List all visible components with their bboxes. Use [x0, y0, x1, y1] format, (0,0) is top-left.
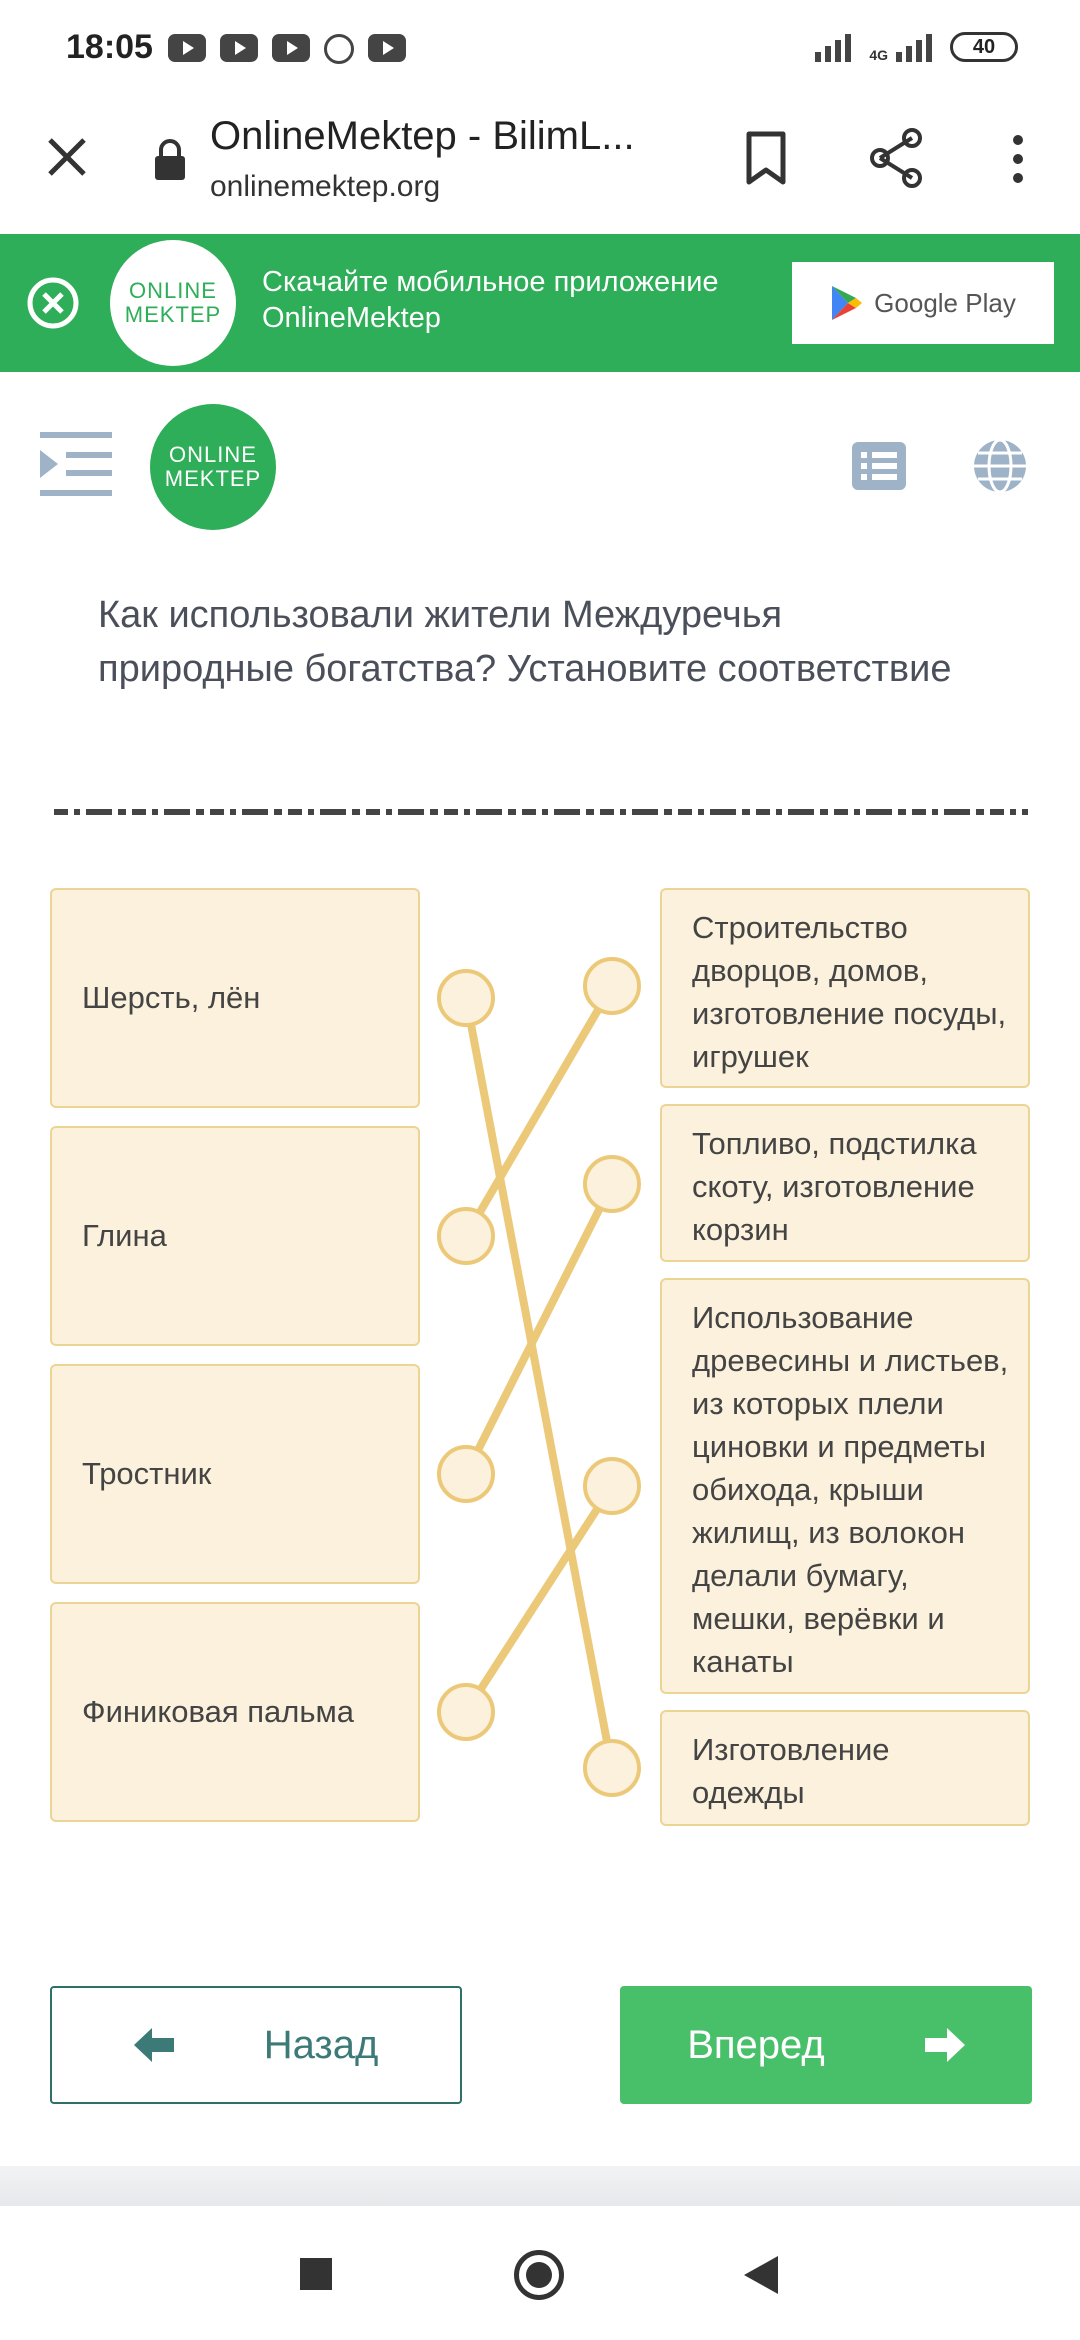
banner-text-line: OnlineMektep	[262, 302, 441, 334]
youtube-icon	[368, 34, 406, 62]
left-connector[interactable]	[437, 1683, 495, 1741]
globe-icon[interactable]	[972, 438, 1028, 494]
page-title[interactable]: OnlineMektep - BilimL...	[210, 114, 635, 158]
page-footer-divider	[0, 2166, 1080, 2206]
menu-toggle-icon[interactable]	[40, 430, 112, 498]
right-card[interactable]	[660, 888, 1030, 1088]
left-connector[interactable]	[437, 1445, 495, 1503]
question-text: Как использовали жители Междуречья природные богатства? Установите соответствие	[98, 594, 952, 690]
right-card[interactable]	[660, 1710, 1030, 1826]
logo-text: MEKTEP	[164, 466, 262, 491]
more-options-icon[interactable]	[1000, 132, 1036, 186]
arrow-left-icon	[134, 2028, 174, 2062]
left-card-label: Глина	[82, 1218, 167, 1253]
left-connector[interactable]	[437, 969, 495, 1027]
youtube-icon	[272, 34, 310, 62]
right-card-label: Изготовление одежды	[692, 1732, 890, 1810]
left-card[interactable]	[50, 1602, 420, 1822]
network-type: 4G	[869, 47, 888, 63]
section-divider	[54, 808, 1028, 816]
right-card-label: Использование древесины и листьев, из которых плели циновки и предметы обихода, крыши жилищ, из волокон делали бумагу, мешки, верёвки и канаты	[692, 1300, 1009, 1679]
browser-toolbar	[0, 92, 1080, 232]
google-play-button[interactable]	[792, 262, 1054, 344]
list-icon[interactable]	[852, 442, 906, 490]
lock-icon	[152, 138, 188, 182]
close-banner-icon[interactable]	[26, 276, 80, 330]
left-card-label: Тростник	[82, 1456, 212, 1491]
back-nav-icon[interactable]	[744, 2256, 778, 2294]
google-play-label: Google Play	[874, 287, 1016, 318]
right-connector[interactable]	[583, 1457, 641, 1515]
status-time: 18:05	[66, 28, 153, 66]
banner-text-line: Скачайте мобильное приложение	[262, 266, 719, 298]
right-connector[interactable]	[583, 1739, 641, 1797]
notification-icons	[168, 34, 406, 64]
logo-text: MEKTEP	[124, 302, 222, 327]
left-card-label: Шерсть, лён	[82, 980, 261, 1015]
right-card[interactable]	[660, 1104, 1030, 1262]
share-icon[interactable]	[868, 128, 924, 188]
close-icon[interactable]	[42, 132, 92, 182]
next-button[interactable]	[620, 1986, 1032, 2104]
left-card[interactable]	[50, 1126, 420, 1346]
banner-logo	[110, 240, 236, 366]
left-connector[interactable]	[437, 1207, 495, 1265]
right-card-label: Топливо, подстилка скоту, изготовление корзин	[692, 1126, 977, 1247]
system-nav-bar	[0, 2206, 1080, 2340]
signal-icon	[896, 30, 932, 62]
next-button-label: Вперед	[687, 2022, 825, 2067]
match-line	[466, 1486, 612, 1712]
back-button-label: Назад	[263, 2022, 379, 2067]
left-card-label: Финиковая пальма	[82, 1694, 355, 1729]
banner-text	[262, 264, 719, 336]
signal-icon	[815, 30, 851, 62]
home-icon[interactable]	[514, 2250, 564, 2300]
logo-text: ONLINE	[129, 278, 217, 303]
arrow-right-icon	[925, 2028, 965, 2062]
youtube-icon	[220, 34, 258, 62]
app-download-banner	[0, 234, 1080, 372]
logo-text: ONLINE	[169, 442, 257, 467]
right-connector[interactable]	[583, 957, 641, 1015]
match-line	[466, 998, 612, 1768]
status-bar	[0, 0, 1080, 92]
left-card[interactable]	[50, 1364, 420, 1584]
google-play-icon	[830, 284, 864, 322]
page-url[interactable]: onlinemektep.org	[210, 170, 441, 203]
right-card-label: Строительство дворцов, домов, изготовление посуды, игрушек	[692, 910, 1007, 1074]
bookmark-icon[interactable]	[744, 130, 788, 186]
right-connector[interactable]	[583, 1155, 641, 1213]
whatsapp-icon	[324, 34, 354, 64]
right-card[interactable]	[660, 1278, 1030, 1694]
battery-icon: 40	[950, 32, 1018, 62]
site-logo[interactable]	[150, 404, 276, 530]
recent-apps-icon[interactable]	[300, 2258, 332, 2290]
left-card[interactable]	[50, 888, 420, 1108]
youtube-icon	[168, 34, 206, 62]
back-button[interactable]	[50, 1986, 462, 2104]
